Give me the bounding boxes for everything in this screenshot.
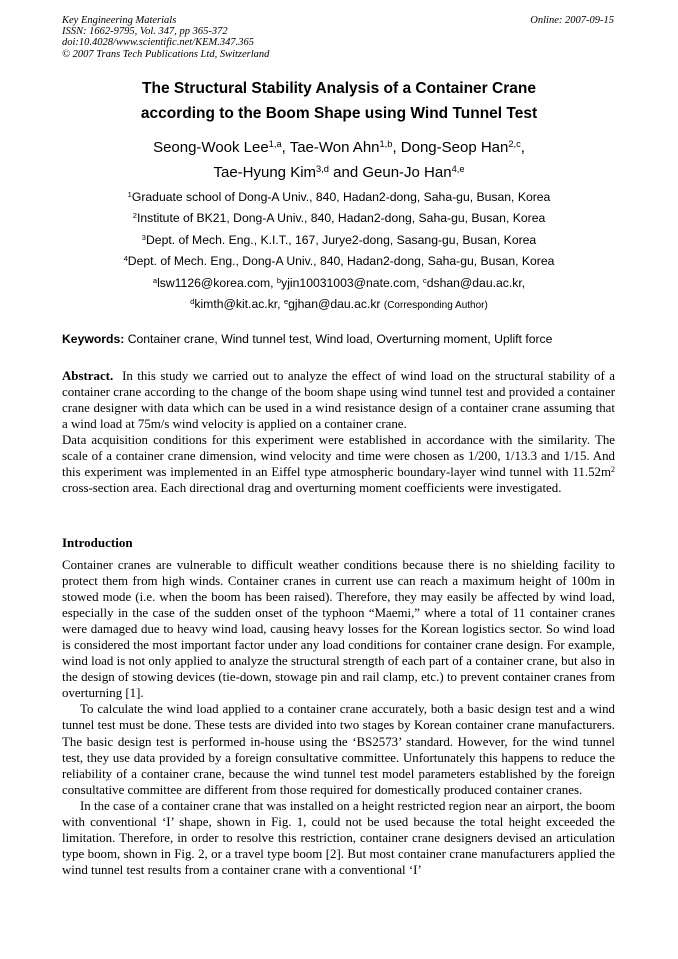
- journal-header: [62, 15, 269, 60]
- author-sup: 1,b: [379, 138, 393, 149]
- author-name: Dong-Seop Han: [400, 139, 509, 156]
- email-link[interactable]: yjin10031003@nate.com,: [281, 276, 420, 290]
- affiliation-3: [0, 233, 678, 247]
- email-sup: a: [152, 275, 158, 285]
- email-sup: c: [422, 275, 427, 285]
- author-name: Seong-Wook Lee: [153, 139, 269, 156]
- intro-paragraph-2: To calculate the wind load applied to a container crane accurately, both a basic design test and a wind tunnel test must be done. These tests are divided into two stages by Korean container crane manufacturers. The basic design test is performed in-house using the ‘BS2573’ standard. However, for the wind tunnel test, they use data provided by a foreign consultative committee. Unfortunately this happens to reduce the reliability of a container crane, because the wind tunnel test model parameters established by the foreign consultative committee are different from those required for domestically produced container cranes.: [62, 702, 615, 797]
- author-conjunction: and: [333, 164, 359, 181]
- affiliation-sup: 4: [123, 253, 128, 263]
- abstract-text: In this study we carried out to analyze the effect of wind load on the structural stability of a container crane according to the change of the boom shape using wind tunnel test and provided a container crane designer with data which can be used in a wind resistance design of a container crane assuming that a wind load at 75m/s wind velocity is applied on a container crane.: [62, 369, 616, 432]
- intro-paragraph-3: In the case of a container crane that was installed on a height restricted region near an airport, the boom with conventional ‘I’ shape, shown in Fig. 1, could not be used because the total height exceeded the limitation. Therefore, in order to resolve this restriction, container crane designers devised an articulation type boom, shown in Fig. 2, or a travel type boom [2]. But most container crane manufacturers applied the wind tunnel test results from a container crane with a conventional ‘I’: [62, 798, 615, 877]
- issn-line: ISSN: 1662-9795, Vol. 347, pp 365-372: [62, 26, 228, 38]
- affiliation-sup: 2: [132, 210, 137, 220]
- email-sup: b: [276, 275, 282, 285]
- emails-line-2: [0, 297, 678, 311]
- abstract-sup: 2: [611, 464, 615, 474]
- email-link[interactable]: dshan@dau.ac.kr,: [426, 276, 526, 290]
- affiliation-sup: 3: [141, 232, 146, 242]
- author-name: Geun-Jo Han: [362, 164, 452, 181]
- online-date: Online: 2007-09-15: [530, 15, 614, 26]
- keywords-text: Container crane, Wind tunnel test, Wind load, Overturning moment, Uplift force: [127, 332, 553, 346]
- email-sup: e: [283, 296, 289, 306]
- author-name: Tae-Hyung Kim: [213, 164, 317, 181]
- author-sup: 2,c: [508, 138, 521, 149]
- authors-line-1: Seong-Wook Lee$^{1,a}$, Tae-Won Ahn$^{1,b}$, Dong-Seop Han$^{2,c}$,: [153, 138, 525, 156]
- email-link[interactable]: kimth@kit.ac.kr,: [194, 297, 281, 311]
- affiliation-2: [0, 211, 678, 225]
- keywords: [62, 332, 622, 346]
- abstract-paragraph-1: [62, 368, 615, 432]
- affiliation-sup: 1: [127, 189, 132, 199]
- abstract-text: cross-section area. Each directional drag and overturning moment coefficients were investigated.: [62, 481, 562, 496]
- abstract: [62, 368, 615, 496]
- abstract-text: Data acquisition conditions for this experiment were established in accordance with the similarity. The scale of a container crane dimension, wind velocity and time were chosen as 1/200, 1/13.3 and 1/15. And this experiment was implemented in an Eiffel type atmospheric boundary-layer wind tunnel with 11.52m: [62, 433, 615, 480]
- emails-line-1: [0, 276, 678, 290]
- doi-line: doi:10.4028/www.scientific.net/KEM.347.365: [62, 37, 254, 49]
- affiliation-text: Graduate school of Dong-A Univ., 840, Hadan2-dong, Saha-gu, Busan, Korea: [131, 190, 551, 204]
- affiliation-4: [0, 254, 678, 268]
- paper-title-line-1: The Structural Stability Analysis of a Container Crane: [142, 80, 536, 97]
- copyright-line: © 2007 Trans Tech Publications Ltd, Switzerland: [62, 48, 270, 60]
- abstract-label: Abstract.: [62, 369, 114, 383]
- affiliation-text: Dept. of Mech. Eng., Dong-A Univ., 840, Hadan2-dong, Saha-gu, Busan, Korea: [127, 254, 555, 268]
- journal-name: Key Engineering Materials: [62, 15, 177, 26]
- author-sup: 4,e: [451, 163, 465, 174]
- authors-line-2: [0, 164, 678, 181]
- author-sup: 3,d: [316, 163, 329, 174]
- introduction-body: [62, 557, 615, 878]
- email-link[interactable]: lsw1126@korea.com,: [157, 276, 274, 290]
- keywords-label: Keywords:: [62, 332, 125, 346]
- affiliation-1: [0, 190, 678, 204]
- intro-paragraph-1: Container cranes are vulnerable to difficult weather conditions because there is no shielding facility to protect them from high winds. Container cranes in current use can reach a maximum height of 100m in stowed mode (i.e. when the boom has been raised). Therefore, they may easily be affected by wind load, especially in the case of the sudden onset of the typhoon “Maemi,” where a total of 11 container cranes were damaged due to heavy wind load, causing heavy losses for the Korean logistics sector. So wind load is considered the most important factor under any load conditions for container crane design. For example, wind load is not only applied to analyze the structural strength of each part of a container crane, but also in the design of stowing devices (tie-down, stowage pin and rail clamp, etc.) to prevent container cranes from overturning [1].: [62, 558, 615, 701]
- corresponding-author-note: (Corresponding Author): [383, 300, 488, 311]
- affiliation-text: Dept. of Mech. Eng., K.I.T., 167, Jurye2-dong, Sasang-gu, Busan, Korea: [145, 233, 537, 247]
- author-name: Tae-Won Ahn: [289, 139, 380, 156]
- section-heading-introduction: Introduction: [62, 535, 133, 550]
- affiliation-text: Institute of BK21, Dong-A Univ., 840, Hadan2-dong, Saha-gu, Busan, Korea: [136, 211, 546, 225]
- abstract-paragraph-2: [62, 432, 615, 496]
- paper-title-line-2: according to the Boom Shape using Wind Tunnel Test: [140, 105, 538, 122]
- author-sup: 1,a: [268, 138, 282, 149]
- email-link[interactable]: gjhan@dau.ac.kr: [288, 297, 381, 311]
- email-sup: d: [190, 296, 195, 306]
